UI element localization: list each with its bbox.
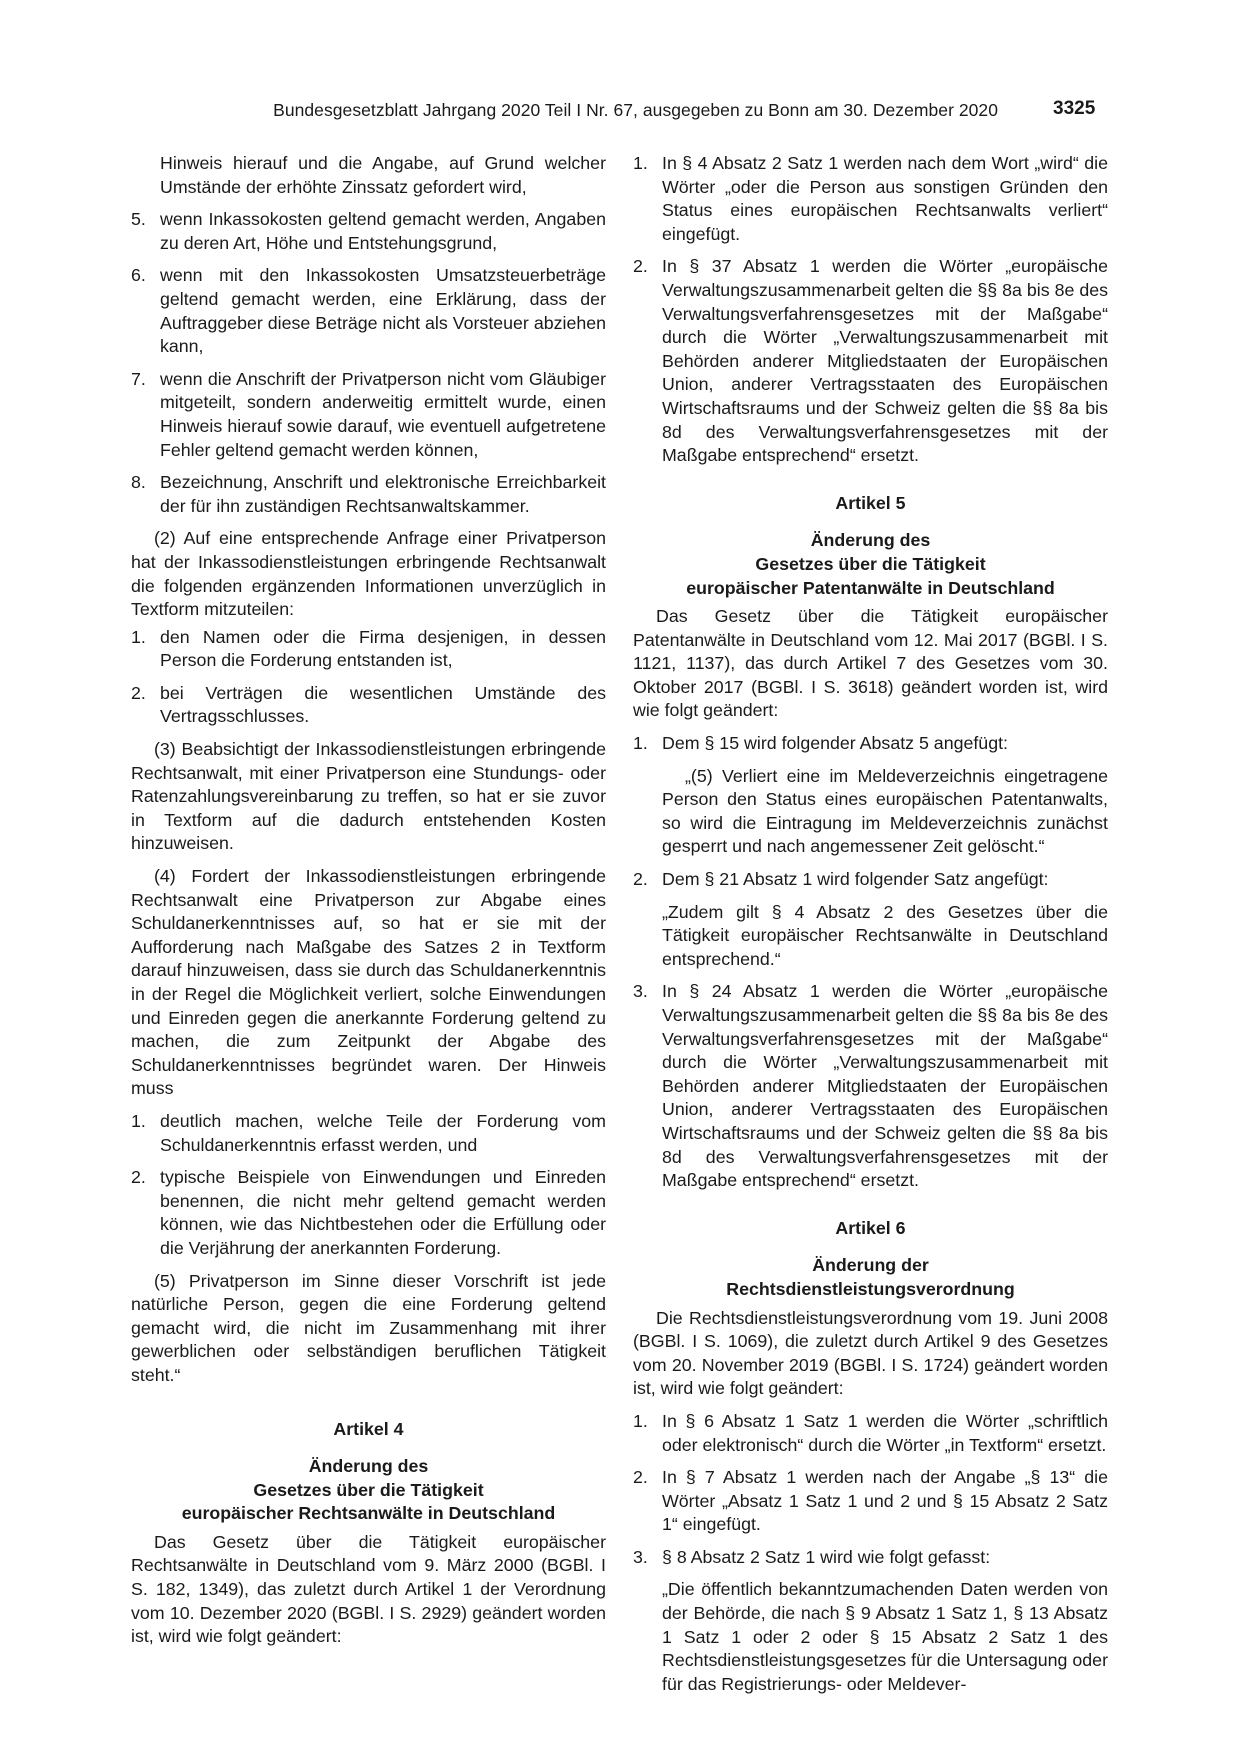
list-item — [131, 682, 606, 729]
list-item — [633, 868, 1108, 892]
paragraph-5: (5) Privatperson im Sinne dieser Vorschrift ist jede natürliche Person, gegen die eine Forderung geltend gemacht wird, die nicht im Zusammenhang mit ihrer gewerblichen oder selbständigen beruflichen Tätigkeit steht.“ — [131, 1270, 606, 1385]
item-text: In § 6 Absatz 1 Satz 1 werden die Wörter „schriftlich oder elektronisch“ durch die Wörter „in Textform“ ersetzt. — [662, 1410, 1108, 1455]
article-4-title: Artikel 4 — [333, 1418, 404, 1439]
article-5-intro: Das Gesetz über die Tätigkeit europäischer Patentanwälte in Deutschland vom 12. Mai 2017 (BGBl. I S. 1121, 1137), das durch Artikel 7 des Gesetzes vom 30. Oktober 2017 (BGBl. I S. 3618) geändert worden ist, wird wie folgt geändert: — [633, 606, 1108, 721]
list-item — [131, 1110, 606, 1157]
heading-line: Rechtsdienstleistungsverordnung — [726, 1278, 1015, 1299]
heading-line: Änderung des — [810, 530, 931, 551]
item-text: wenn mit den Inkassokosten Umsatzsteuerbeträge geltend gemacht werden, eine Erklärung, dass der Auftraggeber diese Beträge nicht als Vorsteuer abziehen kann, — [160, 265, 606, 357]
item-number: 2. — [131, 1167, 146, 1188]
item-number: 1. — [131, 1110, 146, 1131]
list-item — [131, 1166, 606, 1260]
item-text: wenn Inkassokosten geltend gemacht werden, Angaben zu deren Art, Höhe und Entstehungsgrund, — [160, 209, 606, 253]
paragraph-3: (3) Beabsichtigt der Inkassodienstleistungen erbringende Rechtsanwalt, mit einer Privatperson eine Stundungs- oder Ratenzahlungsvereinbarung zu treffen, so hat er sie zuvor in Textform auf die dadurch entstehenden Kosten hinzuweisen. — [131, 739, 606, 854]
list-item — [131, 368, 606, 462]
item-text: § 8 Absatz 2 Satz 1 wird wie folgt gefasst: — [662, 1546, 991, 1567]
right-column — [633, 152, 1108, 1705]
article-6-intro: Die Rechtsdienstleistungsverordnung vom 19. Juni 2008 (BGBl. I S. 1069), die zuletzt durch Artikel 9 des Gesetzes vom 20. November 2019 (BGBl. I S. 1724) geändert worden ist, wird wie folgt geändert: — [633, 1307, 1108, 1399]
item-text: Dem § 15 wird folgender Absatz 5 angefügt: — [662, 733, 1008, 754]
article-4-heading — [131, 1455, 606, 1526]
heading-line: europäischer Rechtsanwälte in Deutschland — [181, 1503, 556, 1524]
item-number: 8. — [131, 472, 146, 493]
item-text: In § 37 Absatz 1 werden die Wörter „europäische Verwaltungszusammenarbeit gelten die §§ 8a bis 8e des Verwaltungsverfahrensgesetzes mit der Maßgabe“ durch die Wörter „Verwaltungszusammenarbeit mit Behörden anderer Mitgliedstaaten der Europäischen Union, anderer Vertragsstaaten des Europäischen Wirtschaftsraums und der Schweiz gelten die §§ 8a bis 8d des Verwaltungsverfahrensgesetzes mit der Maßgabe entsprechend“ ersetzt. — [662, 256, 1108, 466]
item-number: 2. — [633, 869, 648, 890]
heading-line: Änderung der — [812, 1255, 929, 1276]
item-number: 1. — [633, 733, 648, 754]
item-text: Bezeichnung, Anschrift und elektronische Erreichbarkeit der für ihn zuständigen Rechtsanwaltskammer. — [160, 472, 606, 516]
article-6-heading — [633, 1254, 1108, 1301]
article-5-heading — [633, 529, 1108, 600]
item-number: 2. — [633, 256, 648, 277]
list-item — [633, 732, 1108, 756]
list-item — [131, 208, 606, 255]
quoted-text: „(5) Verliert eine im Meldeverzeichnis eingetragene Person den Status eines europäischen Patentanwalts, so wird die Eintragung im Meldeverzeichnis zunächst gesperrt und nach angemessener Zeit gelöscht.“ — [662, 765, 1108, 857]
list-item — [633, 152, 1108, 246]
item-number: 7. — [131, 368, 146, 389]
item-text: den Namen oder die Firma desjenigen, in dessen Person die Forderung entstanden ist, — [160, 626, 606, 671]
item-number: 1. — [633, 153, 648, 173]
item-number: 2. — [131, 682, 146, 703]
list-item — [633, 980, 1108, 1192]
quoted-text: „Zudem gilt § 4 Absatz 2 des Gesetzes über die Tätigkeit europäischer Rechtsanwälte in Deutschland entsprechend.“ — [662, 901, 1108, 969]
page-number: 3325 — [1053, 98, 1096, 119]
item-text: typische Beispiele von Einwendungen und Einreden benennen, die nicht mehr geltend gemacht werden können, wie das Nichtbestehen oder die Erfüllung oder die Verjährung der anerkannten Forderung. — [160, 1167, 606, 1258]
item-number: 3. — [633, 981, 648, 1002]
list-item — [131, 626, 606, 673]
left-column — [131, 152, 606, 1653]
item-number: 5. — [131, 209, 146, 230]
list-item — [131, 471, 606, 518]
item-number: 3. — [633, 1546, 648, 1567]
item-text: wenn die Anschrift der Privatperson nicht vom Gläubiger mitgeteilt, sondern anderweitig ermittelt wurde, einen Hinweis hierauf sowie darauf, wie eventuell aufgetretene Fehler geltend gemacht werden können, — [160, 368, 606, 460]
item-number: 6. — [131, 265, 146, 286]
item-text: In § 24 Absatz 1 werden die Wörter „europäische Verwaltungszusammenarbeit gelten die §§ 8a bis 8e des Verwaltungsverfahrensgesetzes mit der Maßgabe“ durch die Wörter „Verwaltungszusammenarbeit mit Behörden anderer Mitgliedstaaten der Europäischen Union, anderer Vertragsstaaten des Europäischen Wirtschaftsraums und der Schweiz gelten die §§ 8a bis 8d des Verwaltungsverfahrensgesetzes mit der Maßgabe entsprechend“ ersetzt. — [662, 981, 1108, 1191]
article-5-title: Artikel 5 — [835, 492, 906, 513]
item-text: bei Verträgen die wesentlichen Umstände des Vertragsschlusses. — [160, 682, 606, 727]
page-header — [0, 98, 1241, 128]
continued-text: Hinweis hierauf und die Angabe, auf Grund welcher Umstände der erhöhte Zinssatz gefordert wird, — [160, 153, 606, 197]
heading-line: Änderung des — [308, 1456, 429, 1477]
paragraph-2: (2) Auf eine entsprechende Anfrage einer Privatperson hat der Inkassodienstleistungen erbringende Rechtsanwalt die folgenden ergänzenden Informationen unverzüglich in Textform mitzuteilen: — [131, 528, 606, 620]
header-text: Bundesgesetzblatt Jahrgang 2020 Teil I Nr. 67, ausgegeben zu Bonn am 30. Dezember 2020 — [273, 100, 998, 120]
list-item — [633, 1410, 1108, 1457]
item-number: 1. — [131, 626, 146, 647]
item-text: In § 7 Absatz 1 werden nach der Angabe „§ 13“ die Wörter „Absatz 1 Satz 1 und 2 und § 15 Absatz 2 Satz 1“ eingefügt. — [662, 1467, 1108, 1535]
heading-line: Gesetzes über die Tätigkeit — [253, 1479, 484, 1500]
heading-line: Gesetzes über die Tätigkeit — [755, 553, 986, 574]
list-item — [131, 264, 606, 358]
item-text: deutlich machen, welche Teile der Forderung vom Schuldanerkenntnis erfasst werden, und — [160, 1110, 606, 1155]
list-item — [633, 255, 1108, 467]
item-number: 1. — [633, 1410, 648, 1431]
article-6-title: Artikel 6 — [835, 1217, 906, 1238]
item-text: Dem § 21 Absatz 1 wird folgender Satz angefügt: — [662, 869, 1049, 890]
list-item — [633, 1546, 1108, 1570]
list-item — [633, 1466, 1108, 1537]
item-number: 2. — [633, 1467, 648, 1488]
quoted-text: „Die öffentlich bekanntzumachenden Daten werden von der Behörde, die nach § 9 Absatz 1 Satz 1, § 13 Absatz 1 Satz 1 oder 2 oder § 15 Absatz 2 Satz 1 des Rechtsdienstleistungsgesetzes für die Untersagung oder für das Registrierungs- oder Meldever- — [662, 1579, 1108, 1694]
heading-line: europäischer Patentanwälte in Deutschland — [686, 577, 1055, 598]
article-4-intro: Das Gesetz über die Tätigkeit europäischer Rechtsanwälte in Deutschland vom 9. März 2000 (BGBl. I S. 182, 1349), das zuletzt durch Artikel 1 der Verordnung vom 10. Dezember 2020 (BGBl. I S. 2929) geändert worden ist, wird wie folgt geändert: — [131, 1531, 606, 1647]
paragraph-4: (4) Fordert der Inkassodienstleistungen erbringende Rechtsanwalt eine Privatperson zur Abgabe eines Schuldanerkenntnisses auf, so hat er sie mit der Aufforderung nach Maßgabe des Satzes 2 in Textform darauf hinzuweisen, dass sie durch das Schuldanerkenntnis in der Regel die Möglichkeit verliert, solche Einwendungen und Einreden gegen die anerkannte Forderung geltend zu machen, die zum Zeitpunkt der Abgabe des Schuldanerkenntnisses begründet waren. Der Hinweis muss — [131, 866, 606, 1099]
item-text: In § 4 Absatz 2 Satz 1 werden nach dem Wort „wird“ die Wörter „oder die Person aus sonstigen Gründen den Status eines europäischen Rechtsanwalts verliert“ eingefügt. — [662, 153, 1108, 244]
